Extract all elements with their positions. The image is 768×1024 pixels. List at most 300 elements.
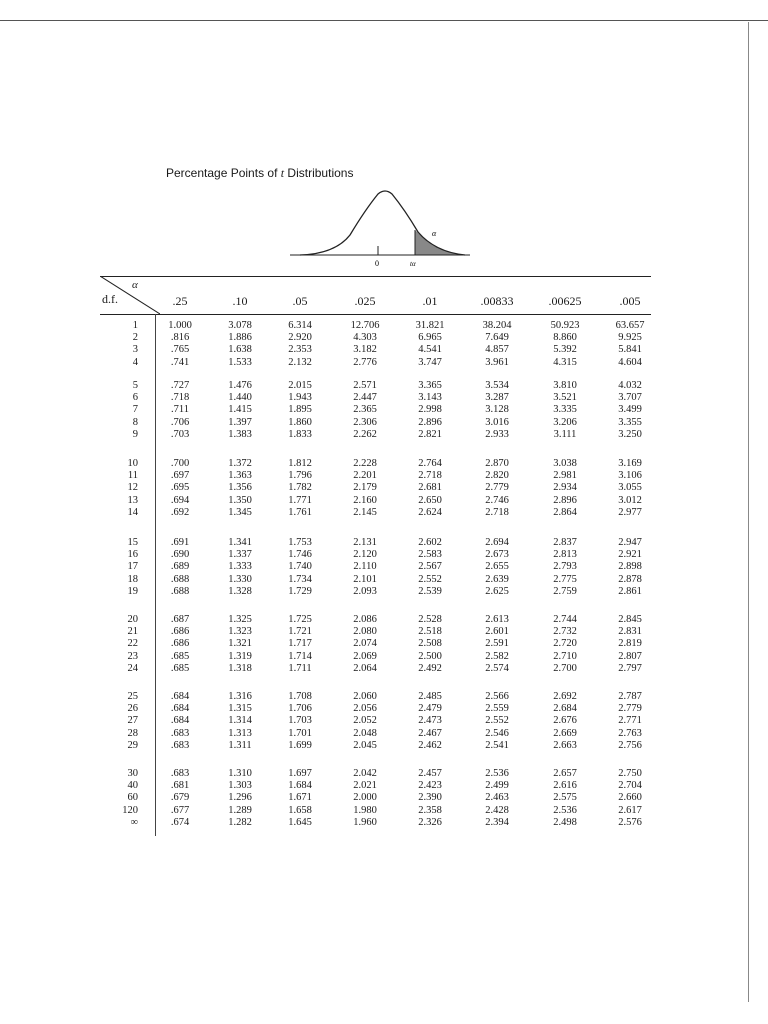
value-cell: .681 xyxy=(170,780,190,792)
value-cell: 2.145 xyxy=(353,506,377,518)
value-cell: 2.673 xyxy=(485,549,509,561)
value-cell: 1.725 xyxy=(288,614,312,625)
value-cell: 2.015 xyxy=(288,380,312,391)
value-cell: 1.000 xyxy=(168,320,192,331)
value-cell: 2.160 xyxy=(353,494,377,506)
value-cell: 2.536 xyxy=(553,804,577,816)
value-cell: 2.616 xyxy=(553,780,577,792)
value-cell: 2.423 xyxy=(418,780,442,792)
value-cell: 2.546 xyxy=(485,727,509,739)
value-cell: .677 xyxy=(170,804,190,816)
value-cell: 1.330 xyxy=(228,573,252,585)
value-cell: .674 xyxy=(170,816,190,828)
value-cell: 3.534 xyxy=(485,380,509,391)
value-cell: 2.837 xyxy=(553,537,577,548)
value-cell: .683 xyxy=(170,768,190,779)
value-cell: 2.042 xyxy=(353,768,377,779)
alpha-label: α xyxy=(432,229,437,238)
value-cell: 2.358 xyxy=(418,804,442,816)
value-cell: 2.669 xyxy=(553,727,577,739)
value-cell: 2.179 xyxy=(353,482,377,494)
df-cell: 10 xyxy=(127,458,138,469)
value-cell: 2.462 xyxy=(418,739,442,751)
value-cell: 31.821 xyxy=(415,320,445,331)
value-cell: 2.718 xyxy=(485,506,509,518)
value-cell: 1.812 xyxy=(288,458,312,469)
value-cell: .692 xyxy=(170,506,190,518)
df-cell: ∞ xyxy=(130,816,138,828)
value-cell: 2.591 xyxy=(485,638,509,650)
value-cell: 2.583 xyxy=(418,549,442,561)
value-cell: 2.120 xyxy=(353,549,377,561)
value-cell: 1.476 xyxy=(228,380,252,391)
value-cell: 5.841 xyxy=(618,344,642,356)
value-cell: 1.721 xyxy=(288,626,312,638)
value-cell: 2.746 xyxy=(485,494,509,506)
df-cell: 15 xyxy=(127,537,138,548)
value-cell: 1.714 xyxy=(288,650,312,662)
value-cell: 1.318 xyxy=(228,662,252,674)
value-cell: 3.961 xyxy=(485,356,509,368)
value-cell: 2.864 xyxy=(553,506,577,518)
value-cell: 2.473 xyxy=(418,715,442,727)
value-cell: 1.684 xyxy=(288,780,312,792)
value-cell: 2.080 xyxy=(353,626,377,638)
value-cell: .686 xyxy=(170,638,190,650)
value-cell: 1.960 xyxy=(353,816,377,828)
value-cell: 1.771 xyxy=(288,494,312,506)
value-cell: 1.645 xyxy=(288,816,312,828)
value-cell: 2.710 xyxy=(553,650,577,662)
value-cell: 1.711 xyxy=(288,662,312,674)
df-cell: 19 xyxy=(127,585,138,597)
value-cell: 1.337 xyxy=(228,549,252,561)
value-cell: 1.303 xyxy=(228,780,252,792)
value-cell: 2.056 xyxy=(353,703,377,715)
t-alpha-label: tα xyxy=(410,260,416,268)
value-cell: 3.111 xyxy=(553,428,577,440)
df-cell: 8 xyxy=(132,416,138,428)
df-cell: 21 xyxy=(127,626,138,638)
value-cell: 12.706 xyxy=(350,320,380,331)
title-variable: t xyxy=(280,166,285,180)
value-cell: 1.703 xyxy=(288,715,312,727)
value-cell: 3.016 xyxy=(485,416,509,428)
value-cell: 1.658 xyxy=(288,804,312,816)
value-cell: 2.820 xyxy=(485,470,509,482)
value-cell: 2.921 xyxy=(618,549,642,561)
value-cell: .690 xyxy=(170,549,190,561)
df-cell: 29 xyxy=(127,739,138,751)
df-cell: 18 xyxy=(127,573,138,585)
value-cell: 2.764 xyxy=(418,458,442,469)
value-cell: 3.355 xyxy=(618,416,642,428)
df-cell: 13 xyxy=(127,494,138,506)
value-cell: 2.732 xyxy=(553,626,577,638)
value-cell: 3.012 xyxy=(618,494,642,506)
value-cell: .741 xyxy=(170,356,190,368)
value-cell: 1.313 xyxy=(228,727,252,739)
value-cell: 1.708 xyxy=(288,691,312,702)
value-cell: 1.319 xyxy=(228,650,252,662)
value-cell: 1.372 xyxy=(228,458,252,469)
column-header: .025 xyxy=(354,294,376,308)
value-cell: 2.601 xyxy=(485,626,509,638)
value-cell: .684 xyxy=(170,703,190,715)
value-cell: 3.499 xyxy=(618,404,642,416)
column-header: .00625 xyxy=(548,294,582,308)
value-cell: 1.350 xyxy=(228,494,252,506)
value-cell: .684 xyxy=(170,691,190,702)
value-cell: 2.228 xyxy=(353,458,377,469)
value-cell: 3.335 xyxy=(553,404,577,416)
value-cell: 2.797 xyxy=(618,662,642,674)
value-cell: 1.440 xyxy=(228,392,252,404)
value-cell: 2.775 xyxy=(553,573,577,585)
value-cell: 2.639 xyxy=(485,573,509,585)
value-cell: 2.528 xyxy=(418,614,442,625)
value-cell: 2.787 xyxy=(618,691,642,702)
value-cell: 3.250 xyxy=(618,428,642,440)
value-cell: 2.069 xyxy=(353,650,377,662)
value-cell: 2.898 xyxy=(618,561,642,573)
value-cell: 2.684 xyxy=(553,703,577,715)
value-cell: 2.624 xyxy=(418,506,442,518)
df-cell: 30 xyxy=(127,768,138,779)
value-cell: 2.060 xyxy=(353,691,377,702)
value-cell: 1.415 xyxy=(228,404,252,416)
df-header: d.f. xyxy=(102,292,118,306)
value-cell: 1.356 xyxy=(228,482,252,494)
value-cell: 3.747 xyxy=(418,356,442,368)
value-cell: .688 xyxy=(170,573,190,585)
df-cell: 2 xyxy=(132,332,138,344)
value-cell: 2.045 xyxy=(353,739,377,751)
value-cell: 2.663 xyxy=(553,739,577,751)
value-cell: 2.771 xyxy=(618,715,642,727)
value-cell: 2.920 xyxy=(288,332,312,344)
value-cell: 2.617 xyxy=(618,804,642,816)
value-cell: 1.533 xyxy=(228,356,252,368)
column-header: .00833 xyxy=(480,294,514,308)
df-cell: 6 xyxy=(132,392,138,404)
value-cell: 3.128 xyxy=(485,404,509,416)
value-cell: 50.923 xyxy=(550,320,580,331)
column-header: .10 xyxy=(232,294,248,308)
df-cell: 24 xyxy=(127,662,138,674)
page-title xyxy=(166,166,353,181)
value-cell: 2.981 xyxy=(553,470,577,482)
value-cell: 2.536 xyxy=(485,768,509,779)
value-cell: 1.980 xyxy=(353,804,377,816)
value-cell: 2.657 xyxy=(553,768,577,779)
value-cell: 4.032 xyxy=(618,380,642,391)
value-cell: 2.262 xyxy=(353,428,377,440)
value-cell: 2.500 xyxy=(418,650,442,662)
value-cell: 2.700 xyxy=(553,662,577,674)
value-cell: 2.947 xyxy=(618,537,642,548)
df-cell: 5 xyxy=(132,380,138,391)
value-cell: 3.287 xyxy=(485,392,509,404)
value-cell: 1.345 xyxy=(228,506,252,518)
df-cell: 23 xyxy=(127,650,138,662)
value-cell: 1.314 xyxy=(228,715,252,727)
value-cell: .700 xyxy=(170,458,190,469)
table-header-rule xyxy=(100,314,651,315)
df-cell: 25 xyxy=(127,691,138,702)
value-cell: 2.744 xyxy=(553,614,577,625)
value-cell: 8.860 xyxy=(553,332,577,344)
value-cell: 2.559 xyxy=(485,703,509,715)
df-cell: 17 xyxy=(127,561,138,573)
value-cell: 1.796 xyxy=(288,470,312,482)
value-cell: 2.821 xyxy=(418,428,442,440)
value-cell: 2.819 xyxy=(618,638,642,650)
value-cell: 2.428 xyxy=(485,804,509,816)
value-cell: 1.333 xyxy=(228,561,252,573)
value-cell: 4.303 xyxy=(353,332,377,344)
value-cell: 3.078 xyxy=(228,320,252,331)
value-cell: 1.341 xyxy=(228,537,252,548)
value-cell: 2.498 xyxy=(553,816,577,828)
value-cell: 2.552 xyxy=(485,715,509,727)
value-cell: 1.321 xyxy=(228,638,252,650)
value-cell: 1.706 xyxy=(288,703,312,715)
value-cell: .685 xyxy=(170,650,190,662)
value-cell: .694 xyxy=(170,494,190,506)
value-cell: 2.625 xyxy=(485,585,509,597)
value-cell: 2.602 xyxy=(418,537,442,548)
value-cell: 2.575 xyxy=(553,792,577,804)
value-cell: 1.289 xyxy=(228,804,252,816)
value-cell: 4.541 xyxy=(418,344,442,356)
value-cell: .689 xyxy=(170,561,190,573)
value-cell: 1.734 xyxy=(288,573,312,585)
column-header: .05 xyxy=(292,294,308,308)
value-cell: 1.282 xyxy=(228,816,252,828)
value-cell: 2.793 xyxy=(553,561,577,573)
value-cell: 2.776 xyxy=(353,356,377,368)
df-cell: 4 xyxy=(132,356,138,368)
value-cell: 3.143 xyxy=(418,392,442,404)
value-cell: 2.132 xyxy=(288,356,312,368)
value-cell: 2.763 xyxy=(618,727,642,739)
value-cell: 2.518 xyxy=(418,626,442,638)
value-cell: 2.934 xyxy=(553,482,577,494)
value-cell: 1.833 xyxy=(288,428,312,440)
column-header: .01 xyxy=(422,294,438,308)
value-cell: 2.718 xyxy=(418,470,442,482)
value-cell: 1.886 xyxy=(228,332,252,344)
df-cell: 22 xyxy=(127,638,138,650)
tail-area-shade xyxy=(415,230,465,255)
value-cell: 4.857 xyxy=(485,344,509,356)
value-cell: 2.457 xyxy=(418,768,442,779)
value-cell: 1.701 xyxy=(288,727,312,739)
value-cell: 2.759 xyxy=(553,585,577,597)
value-cell: .711 xyxy=(171,404,189,416)
value-cell: 1.325 xyxy=(228,614,252,625)
value-cell: 1.315 xyxy=(228,703,252,715)
value-cell: 2.750 xyxy=(618,768,642,779)
df-cell: 60 xyxy=(127,792,138,804)
value-cell: .684 xyxy=(170,715,190,727)
value-cell: 2.093 xyxy=(353,585,377,597)
value-cell: 1.943 xyxy=(288,392,312,404)
value-cell: 9.925 xyxy=(618,332,642,344)
value-cell: .691 xyxy=(170,537,190,548)
value-cell: 2.064 xyxy=(353,662,377,674)
value-cell: 1.782 xyxy=(288,482,312,494)
df-cell: 26 xyxy=(127,703,138,715)
value-cell: 2.306 xyxy=(353,416,377,428)
value-cell: 3.106 xyxy=(618,470,642,482)
value-cell: 2.756 xyxy=(618,739,642,751)
value-cell: 3.055 xyxy=(618,482,642,494)
value-cell: 2.074 xyxy=(353,638,377,650)
value-cell: 1.697 xyxy=(288,768,312,779)
value-cell: 2.681 xyxy=(418,482,442,494)
value-cell: 1.310 xyxy=(228,768,252,779)
value-cell: 3.810 xyxy=(553,380,577,391)
value-cell: 1.671 xyxy=(288,792,312,804)
value-cell: 1.397 xyxy=(228,416,252,428)
df-cell: 27 xyxy=(127,715,138,727)
value-cell: 2.845 xyxy=(618,614,642,625)
value-cell: 5.392 xyxy=(553,344,577,356)
value-cell: 2.861 xyxy=(618,585,642,597)
value-cell: .765 xyxy=(170,344,190,356)
value-cell: 2.021 xyxy=(353,780,377,792)
value-cell: 1.638 xyxy=(228,344,252,356)
value-cell: 1.761 xyxy=(288,506,312,518)
value-cell: 3.206 xyxy=(553,416,577,428)
value-cell: .706 xyxy=(170,416,190,428)
value-cell: 2.694 xyxy=(485,537,509,548)
value-cell: 2.390 xyxy=(418,792,442,804)
value-cell: 2.660 xyxy=(618,792,642,804)
value-cell: 3.169 xyxy=(618,458,642,469)
value-cell: .703 xyxy=(170,428,190,440)
value-cell: 38.204 xyxy=(482,320,512,331)
value-cell: 2.613 xyxy=(485,614,509,625)
value-cell: .697 xyxy=(170,470,190,482)
value-cell: 2.998 xyxy=(418,404,442,416)
title-prefix: Percentage Points of xyxy=(166,166,281,180)
value-cell: 2.977 xyxy=(618,506,642,518)
alpha-header: α xyxy=(132,279,138,291)
value-cell: 2.720 xyxy=(553,638,577,650)
value-cell: 2.676 xyxy=(553,715,577,727)
value-cell: 2.878 xyxy=(618,573,642,585)
value-cell: 1.729 xyxy=(288,585,312,597)
df-cell: 12 xyxy=(127,482,138,494)
value-cell: 2.353 xyxy=(288,344,312,356)
value-cell: 1.740 xyxy=(288,561,312,573)
value-cell: 1.860 xyxy=(288,416,312,428)
value-cell: 2.492 xyxy=(418,662,442,674)
value-cell: 2.110 xyxy=(353,561,377,573)
value-cell: 2.467 xyxy=(418,727,442,739)
zero-label: 0 xyxy=(375,259,379,268)
value-cell: 2.101 xyxy=(353,573,377,585)
value-cell: 4.315 xyxy=(553,356,577,368)
value-cell: 2.541 xyxy=(485,739,509,751)
value-cell: 2.896 xyxy=(418,416,442,428)
value-cell: 2.552 xyxy=(418,573,442,585)
df-cell: 11 xyxy=(127,470,138,482)
value-cell: 2.479 xyxy=(418,703,442,715)
value-cell: 2.394 xyxy=(485,816,509,828)
value-cell: 2.704 xyxy=(618,780,642,792)
value-cell: 2.831 xyxy=(618,626,642,638)
value-cell: 2.131 xyxy=(353,537,377,548)
value-cell: 4.604 xyxy=(618,356,642,368)
df-cell: 16 xyxy=(127,549,138,561)
value-cell: 2.326 xyxy=(418,816,442,828)
value-cell: .679 xyxy=(170,792,190,804)
t-distribution-figure xyxy=(280,180,480,270)
density-curve xyxy=(300,191,465,255)
value-cell: 2.650 xyxy=(418,494,442,506)
value-cell: 2.779 xyxy=(618,703,642,715)
page-right-edge xyxy=(748,22,749,1002)
value-cell: 6.314 xyxy=(288,320,312,331)
value-cell: 1.383 xyxy=(228,428,252,440)
value-cell: 1.311 xyxy=(228,739,252,751)
value-cell: 1.746 xyxy=(288,549,312,561)
page-top-edge xyxy=(0,20,768,21)
value-cell: 2.870 xyxy=(485,458,509,469)
df-cell: 3 xyxy=(132,344,138,356)
value-cell: .816 xyxy=(170,332,190,344)
value-cell: 2.779 xyxy=(485,482,509,494)
value-cell: 2.813 xyxy=(553,549,577,561)
value-cell: 2.508 xyxy=(418,638,442,650)
value-cell: .683 xyxy=(170,739,190,751)
value-cell: 2.499 xyxy=(485,780,509,792)
value-cell: 2.000 xyxy=(353,792,377,804)
value-cell: 2.463 xyxy=(485,792,509,804)
value-cell: 1.753 xyxy=(288,537,312,548)
value-cell: 3.365 xyxy=(418,380,442,391)
value-cell: 3.182 xyxy=(353,344,377,356)
df-cell: 28 xyxy=(127,727,138,739)
df-cell: 14 xyxy=(127,506,138,518)
value-cell: 2.692 xyxy=(553,691,577,702)
value-cell: 2.582 xyxy=(485,650,509,662)
df-cell: 9 xyxy=(132,428,138,440)
value-cell: 2.539 xyxy=(418,585,442,597)
value-cell: 1.895 xyxy=(288,404,312,416)
df-cell: 20 xyxy=(127,614,138,625)
value-cell: .685 xyxy=(170,662,190,674)
value-cell: 2.365 xyxy=(353,404,377,416)
value-cell: .727 xyxy=(170,380,190,391)
df-cell: 1 xyxy=(132,320,138,331)
value-cell: .695 xyxy=(170,482,190,494)
column-header: .005 xyxy=(619,294,641,308)
value-cell: 2.567 xyxy=(418,561,442,573)
value-cell: 2.447 xyxy=(353,392,377,404)
title-suffix: Distributions xyxy=(284,166,354,180)
value-cell: 6.965 xyxy=(418,332,442,344)
value-cell: .687 xyxy=(170,614,190,625)
value-cell: 2.933 xyxy=(485,428,509,440)
table-top-rule xyxy=(100,276,651,277)
value-cell: 1.699 xyxy=(288,739,312,751)
value-cell: 2.086 xyxy=(353,614,377,625)
